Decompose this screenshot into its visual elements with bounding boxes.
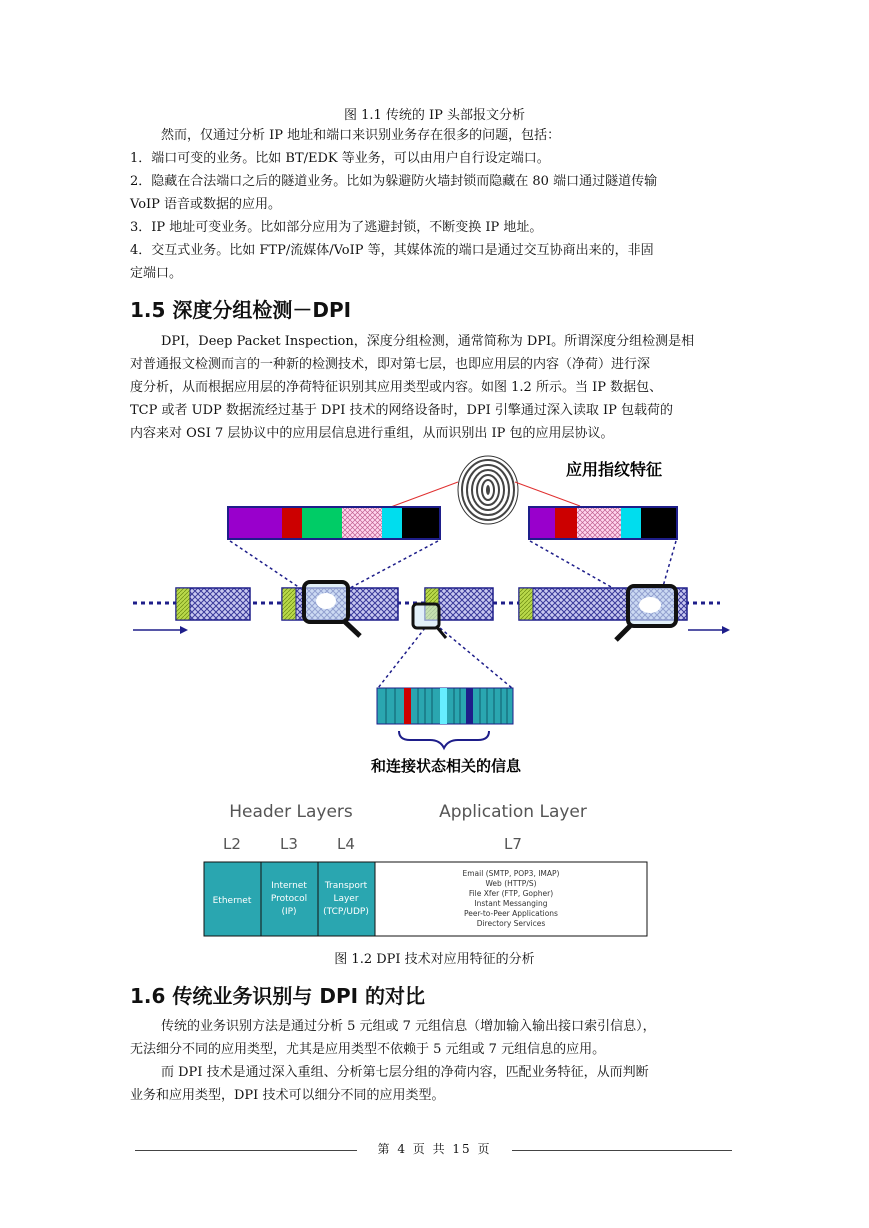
app-protocol-item: Email (SMTP, POP3, IMAP)	[462, 869, 560, 878]
ip-label: Internet	[271, 881, 307, 891]
ip-label: Protocol	[270, 894, 308, 904]
figure-1-1-caption: 图 1.1 传统的 IP 头部报文分析	[343, 108, 526, 123]
layer-id-l7: L7	[504, 835, 522, 853]
layer-id-l4: L4	[337, 835, 355, 853]
intro-paragraph: 然而，仅通过分析 IP 地址和端口来识别业务存在很多的问题，包括：	[161, 128, 561, 143]
connection-state-bar	[377, 688, 513, 724]
figure-1-2-caption: 图 1.2 DPI 技术对应用特征的分析	[334, 952, 535, 967]
application-layer-label: Application Layer	[439, 802, 587, 822]
dpi-paragraph-line: 内容来对 OSI 7 层协议中的应用层信息进行重组，从而识别出 IP 包的应用层协议。	[130, 426, 614, 441]
packet-1	[176, 588, 250, 620]
app-protocol-item: Web (HTTP/S)	[485, 879, 537, 888]
app-protocol-item: Directory Services	[476, 919, 546, 928]
dpi-paragraph-line: 对普通报文检测而言的一种新的检测技术，即对第七层，也即应用层的内容（净荷）进行深	[130, 357, 651, 372]
issue-line-1: 1．端口可变的业务。比如 BT/EDK 等业务，可以由用户自行设定端口。	[130, 151, 550, 166]
issue-line-2: 2．隐藏在合法端口之后的隧道业务。比如为躲避防火墙封锁而隐藏在 80 端口通过隧道传输	[130, 174, 658, 189]
issue-line-3: 3．IP 地址可变业务。比如部分应用为了逃避封锁，不断变换 IP 地址。	[130, 220, 543, 235]
issue-line-4: 4．交互式业务。比如 FTP/流媒体/VoIP 等，其媒体流的端口是通过交互协商出来的，非固	[130, 243, 654, 258]
layer-id-l3: L3	[280, 835, 298, 853]
page-number: 第 4 页 共 15 页	[377, 1142, 492, 1156]
payload-block-right	[529, 507, 677, 539]
fingerprint-label: 应用指纹特征	[565, 460, 663, 479]
dpi-paragraph-line: DPI，Deep Packet Inspection，深度分组检测，通常简称为 DPI。所谓深度分组检测是相	[161, 334, 695, 349]
comparison-paragraph-line: 传统的业务识别方法是通过分析 5 元组或 7 元组信息（增加输入输出接口索引信息），	[161, 1019, 656, 1034]
brace-icon	[399, 731, 489, 748]
section-1-6-heading: 1.6 传统业务识别与 DPI 的对比	[130, 984, 426, 1008]
ip-label: (IP)	[281, 907, 297, 917]
payload-block-left	[228, 507, 440, 539]
transport-label: Transport	[324, 881, 368, 891]
flow-arrow-left	[133, 626, 188, 634]
comparison-paragraph-line: 无法细分不同的应用类型，尤其是应用类型不依赖于 5 元组或 7 元组信息的应用。	[130, 1042, 606, 1057]
state-label: 和连接状态相关的信息	[370, 757, 522, 775]
dpi-paragraph-line: TCP 或者 UDP 数据流经过基于 DPI 技术的网络设备时，DPI 引擎通过深入读取 IP 包载荷的	[130, 403, 674, 418]
issue-line-2-cont: VoIP 语音或数据的应用。	[130, 197, 282, 212]
flow-arrow-right	[688, 626, 730, 634]
transport-label: Layer	[333, 894, 359, 904]
comparison-paragraph-line: 业务和应用类型，DPI 技术可以细分不同的应用类型。	[130, 1088, 445, 1103]
comparison-paragraph-line: 而 DPI 技术是通过深入重组、分析第七层分组的净荷内容，匹配业务特征，从而判断	[161, 1065, 649, 1080]
fingerprint-icon	[458, 456, 518, 524]
header-layers-label: Header Layers	[229, 802, 353, 822]
app-protocol-item: Instant Messanging	[474, 899, 548, 908]
transport-label: (TCP/UDP)	[323, 907, 369, 917]
app-protocol-item: File Xfer (FTP, Gopher)	[468, 889, 554, 898]
ethernet-label: Ethernet	[212, 896, 252, 906]
layer-id-l2: L2	[223, 835, 241, 853]
app-protocol-item: Peer-to-Peer Applications	[464, 909, 558, 918]
issue-line-4-cont: 定端口。	[130, 266, 183, 281]
section-1-5-heading: 1.5 深度分组检测－DPI	[130, 298, 352, 322]
dpi-paragraph-line: 度分析，从而根据应用层的净荷特征识别其应用类型或内容。如图 1.2 所示。当 IP 数据包、	[130, 380, 663, 395]
dpi-figure	[0, 450, 869, 950]
